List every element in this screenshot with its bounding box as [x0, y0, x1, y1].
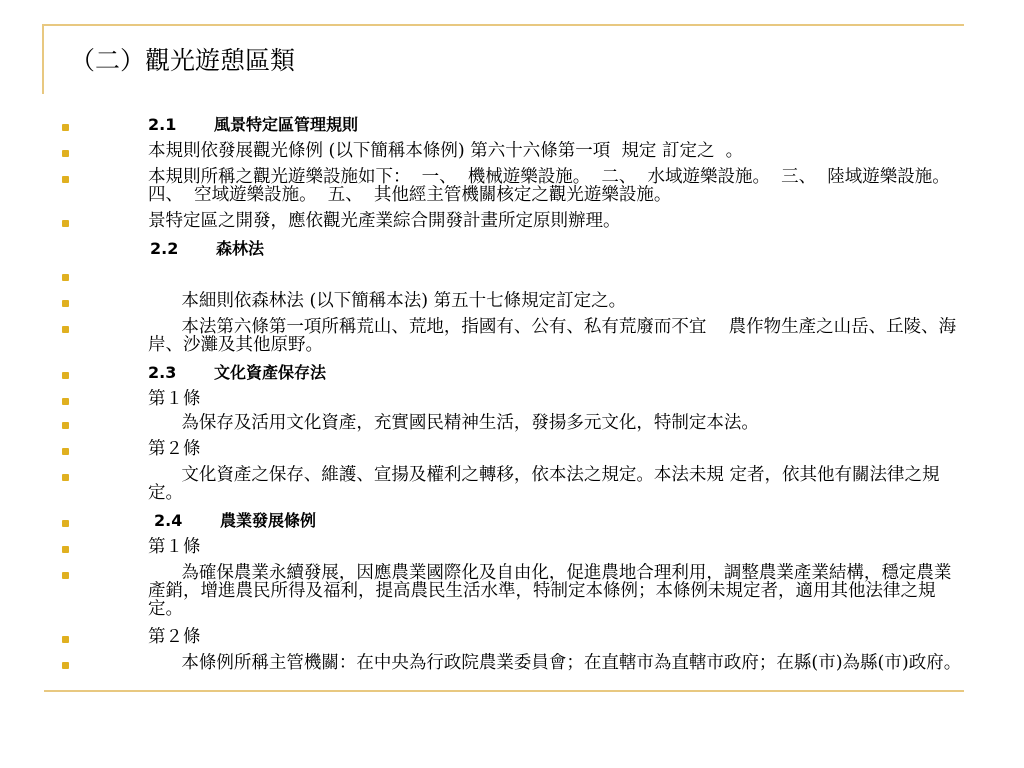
body-text: 文化資產之保存、維護、宣揚及權利之轉移，依本法之規定。本法未規 定者，依其他有關法律之規定。 — [148, 465, 940, 503]
bullet-icon — [62, 274, 69, 281]
body-text: 本細則依森林法 (以下簡稱本法) 第五十七條規定訂定之。 — [148, 291, 627, 311]
body-text: 景特定區之開發，應依觀光產業綜合開發計畫所定原則辦理。 — [148, 211, 621, 231]
bullet-icon — [62, 220, 69, 227]
bullet-icon — [62, 662, 69, 669]
bullet-icon — [62, 636, 69, 643]
bullet-icon — [62, 176, 69, 183]
bullet-icon — [62, 474, 69, 481]
bullet-icon — [62, 520, 69, 527]
body-text: 本法第六條第一項所稱荒山、荒地，指國有、公有、私有荒廢而不宜 農作物生產之山岳、丘陵、海岸、沙灘及其他原野。 — [148, 317, 957, 355]
bullet-icon — [62, 422, 69, 429]
section-heading: 2.1 風景特定區管理規則 — [148, 115, 359, 134]
bullet-icon — [62, 326, 69, 333]
bullet-icon — [62, 124, 69, 131]
bullet-icon — [62, 300, 69, 307]
body-text: 第２條 — [148, 627, 201, 647]
body-text: 本規則所稱之觀光遊樂設施如下： 一、 機械遊樂設施。 二、 水域遊樂設施。 三、 陸域遊樂設施。 四、 空域遊樂設施。 五、 其他經主管機關核定之觀光遊樂設施。 — [148, 167, 961, 205]
body-text: 第１條 — [148, 537, 201, 557]
body-text: 為確保農業永續發展，因應農業國際化及自由化，促進農地合理利用，調整農業產業結構，穩定農業產銷，增進農民所得及福利，提高農民生活水準，特制定本條例；本條例未規定者，適用其他法律之規定。 — [148, 563, 952, 619]
bullet-icon — [62, 150, 69, 157]
section-heading: 2.3 文化資產保存法 — [148, 363, 327, 382]
bullet-icon — [62, 372, 69, 379]
bullet-icon — [62, 572, 69, 579]
slide-title: （二）觀光遊憩區類 — [70, 46, 296, 75]
section-heading: 2.2 森林法 — [150, 239, 265, 258]
top-rule — [44, 24, 964, 26]
bullet-icon — [62, 448, 69, 455]
bullet-icon — [62, 546, 69, 553]
body-text: 本條例所稱主管機關：在中央為行政院農業委員會；在直轄市為直轄市政府；在縣(市)為縣(市)政府。 — [148, 653, 962, 673]
bottom-rule — [44, 690, 964, 692]
section-heading: 2.4 農業發展條例 — [154, 511, 317, 530]
body-text: 第２條 — [148, 439, 201, 459]
body-text: 第１條 — [148, 389, 201, 409]
left-rule — [42, 24, 44, 94]
body-text: 為保存及活用文化資產，充實國民精神生活，發揚多元文化，特制定本法。 — [148, 413, 759, 433]
bullet-icon — [62, 398, 69, 405]
body-text: 本規則依發展觀光條例 (以下簡稱本條例) 第六十六條第一項 規定 訂定之 。 — [148, 141, 744, 161]
